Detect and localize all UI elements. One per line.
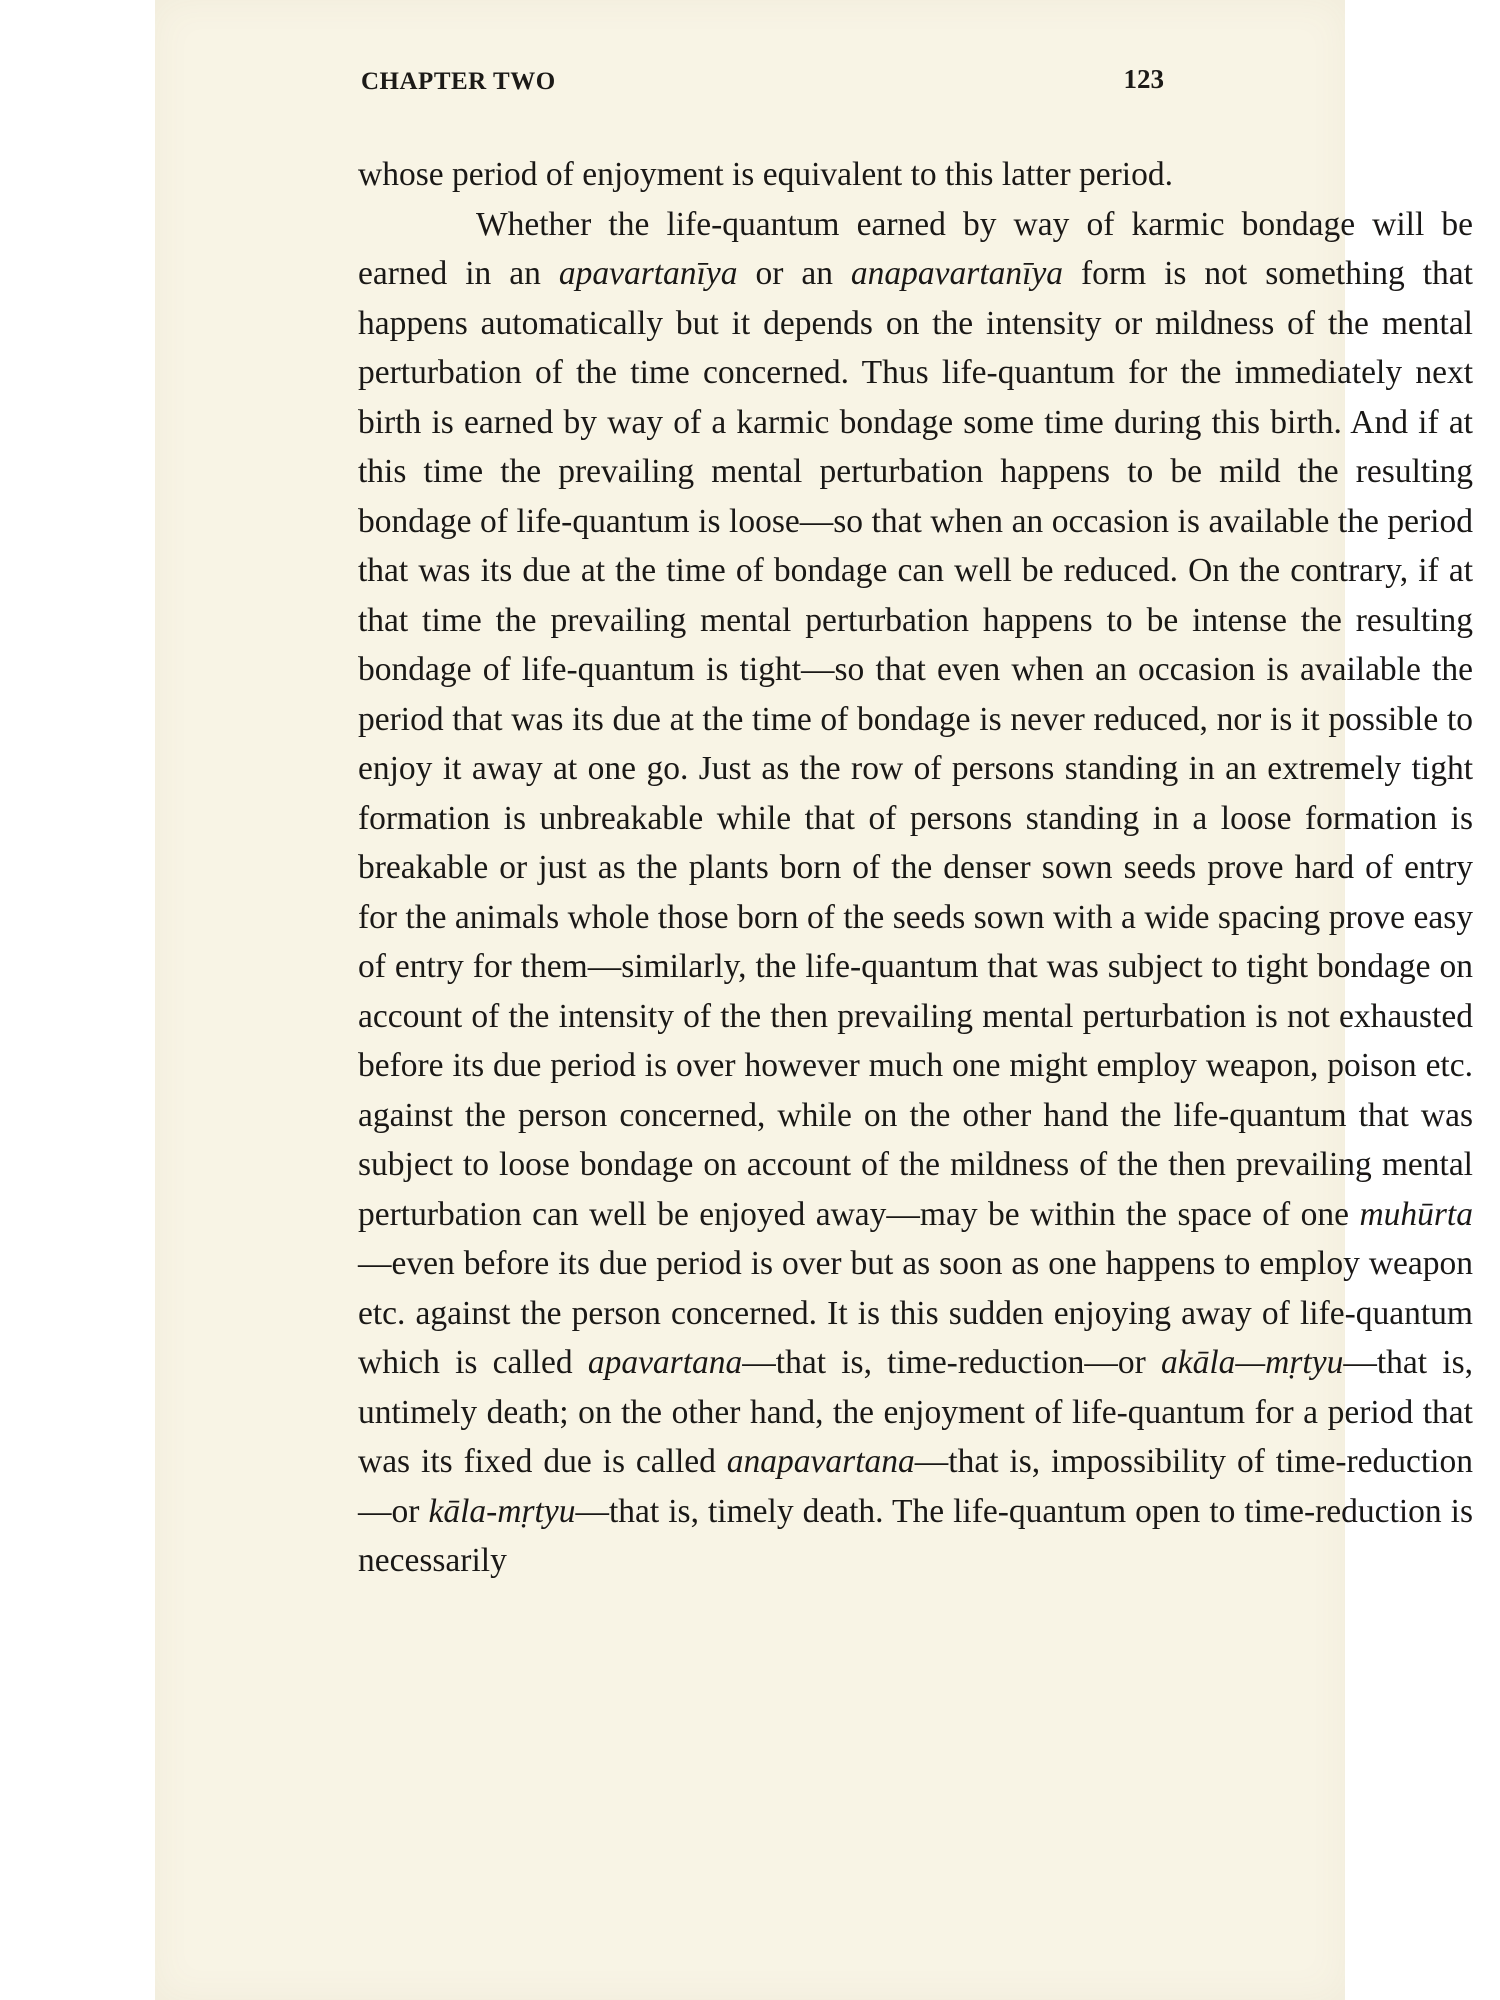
sanskrit-term: anapavartana — [726, 1443, 915, 1480]
sanskrit-term: kāla-mṛtyu — [428, 1492, 576, 1530]
paragraph-2 — [358, 200, 1473, 1586]
sanskrit-term: apavartana — [587, 1344, 743, 1381]
sanskrit-term: anapavartanīya — [850, 255, 1064, 292]
sanskrit-term: apavartanīya — [558, 255, 738, 292]
text-span: or an — [737, 255, 851, 292]
text-span: form is not something that happens automatically but it depends on the intensity or mildness of the mental perturbation of the time concerned. Thus life-quantum for the immediately next birth is earned by way of a karmic bondage some time during this birth. And if at this time the prevailing mental perturbation happens to be mild the resulting bondage of life-quantum is loose—so that when an occasion is available the period that was its due at the time of bondage can well be reduced. On the contrary, if at that time the prevailing mental perturbation happens to be intense the resulting bondage of life-quantum is tight—so that even when an occasion is available the period that was its due at the time of bondage is never reduced, nor is it possible to enjoy it away at one go. Just as the row of persons standing in an extremely tight formation is unbreakable while that of persons standing in a loose formation is breakable or just as the plants born of the denser sown seeds prove hard of entry for the animals whole those born of the seeds sown with a wide spacing prove easy of entry for them—similarly, the life-quantum that was subject to tight bondage on account of the intensity of the then prevailing mental perturbation is not exhausted before its due period is over however much one might employ weapon, poison etc. against the person concerned, while on the other hand the life-quantum that was subject to loose bondage on account of the mildness of the then prevailing mental perturbation can well be enjoyed away—may be within the space of one — [358, 255, 1473, 1233]
text-span: —that is, timely death. The life-quantum open to time-reduction is necessarily — [358, 1492, 1474, 1579]
page-number: 123 — [1123, 64, 1164, 94]
paragraph-1: whose period of enjoyment is equivalent to this latter period. — [358, 156, 1173, 193]
book-page — [155, 0, 1474, 2000]
running-head: CHAPTER TWO — [361, 68, 556, 95]
text-span: Whether the life-quantum earned by way of karmic bondage will be earned in an — [358, 205, 1473, 292]
text-span: —that is, time-reduction—or — [742, 1344, 1161, 1381]
text-span: —that is, impossibility of time-reduction—or — [358, 1443, 1473, 1530]
body-text — [358, 150, 1473, 1586]
text-span: —even before its due period is over but as soon as one happens to employ weapon etc. against the person concerned. It is this sudden enjoying away of life-quantum which is called — [358, 1245, 1473, 1381]
sanskrit-term: muhūrta — [1359, 1195, 1473, 1233]
sanskrit-term: akāla—mṛtyu — [1160, 1344, 1344, 1381]
text-span: —that is, untimely death; on the other hand, the enjoyment of life-quantum for a period that was its fixed due is called — [358, 1344, 1474, 1480]
